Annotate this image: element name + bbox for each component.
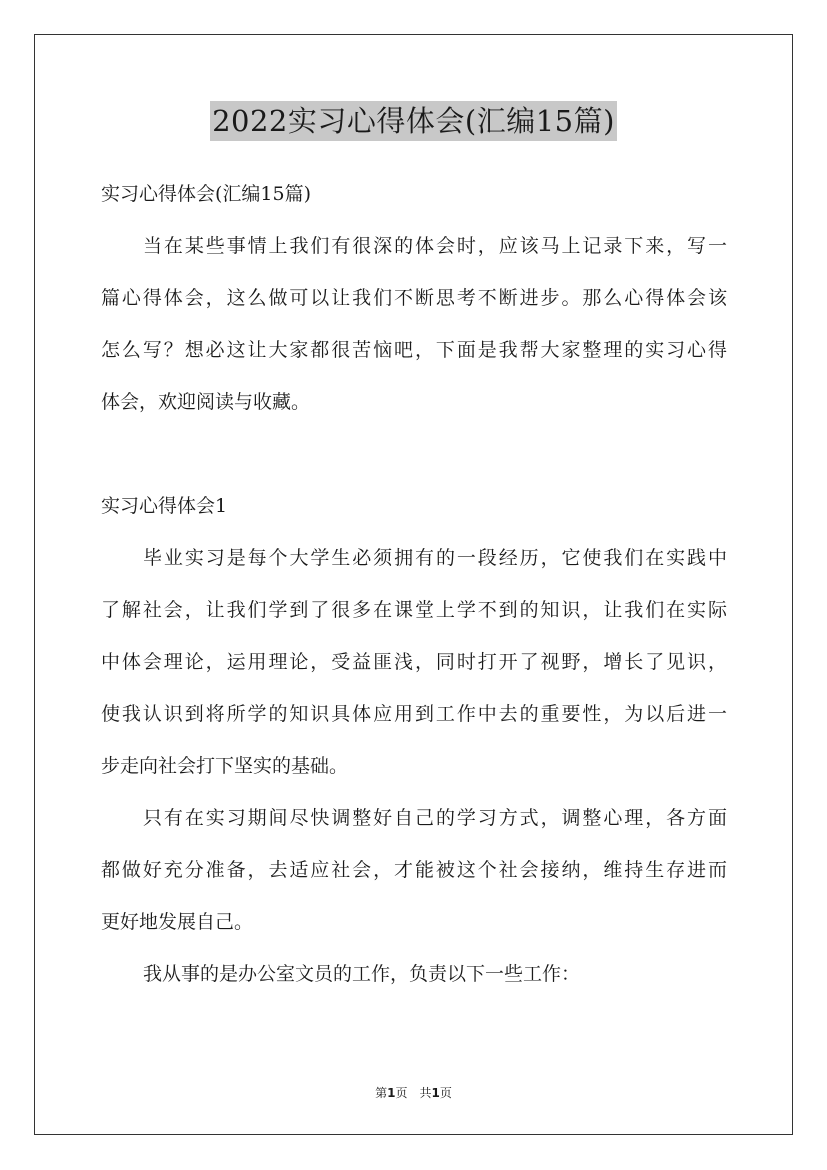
paragraph-line: 了解社会，让我们学到了很多在课堂上学不到的知识，让我们在实际 — [101, 599, 727, 621]
paragraph-3 — [101, 948, 727, 1000]
intro-line: 篇心得体会，这么做可以让我们不断思考不断进步。那么心得体会该 — [101, 287, 727, 309]
paragraph-1 — [101, 532, 727, 792]
blank-line — [101, 428, 727, 480]
paragraph-line: 我从事的是办公室文员的工作，负责以下一些工作： — [143, 963, 581, 985]
document-body — [101, 168, 727, 1000]
paragraph-2 — [101, 792, 727, 948]
intro-line: 当在某些事情上我们有很深的体会时，应该马上记录下来，写一 — [143, 235, 727, 257]
footer-total-pages: 1 — [431, 1086, 440, 1100]
intro-line: 体会，欢迎阅读与收藏。 — [101, 391, 311, 413]
intro-paragraph — [101, 220, 727, 428]
section-heading: 实习心得体会1 — [101, 495, 228, 517]
footer-page-number: 1 — [387, 1086, 396, 1100]
paragraph-line: 更好地发展自己。 — [101, 911, 254, 933]
document-title: 2022实习心得体会(汇编15篇) — [210, 101, 617, 141]
title-wrap — [0, 101, 827, 141]
paragraph-line: 使我认识到将所学的知识具体应用到工作中去的重要性，为以后进一 — [101, 703, 727, 725]
paragraph-line: 步走向社会打下坚实的基础。 — [101, 755, 349, 777]
paragraph-line: 都做好充分准备，去适应社会，才能被这个社会接纳，维持生存进而 — [101, 859, 727, 881]
footer-middle: 页 共 — [395, 1086, 432, 1100]
intro-line: 怎么写？想必这让大家都很苦恼吧，下面是我帮大家整理的实习心得 — [101, 339, 727, 361]
paragraph-line: 只有在实习期间尽快调整好自己的学习方式，调整心理，各方面 — [143, 807, 727, 829]
paragraph-line: 毕业实习是每个大学生必须拥有的一段经历，它使我们在实践中 — [143, 547, 727, 569]
footer-suffix: 页 — [439, 1086, 452, 1100]
paragraph-line: 中体会理论，运用理论，受益匪浅，同时打开了视野，增长了见识， — [101, 651, 727, 673]
footer-prefix: 第 — [375, 1086, 388, 1100]
subtitle: 实习心得体会(汇编15篇) — [101, 183, 312, 205]
page-footer — [0, 1084, 827, 1101]
